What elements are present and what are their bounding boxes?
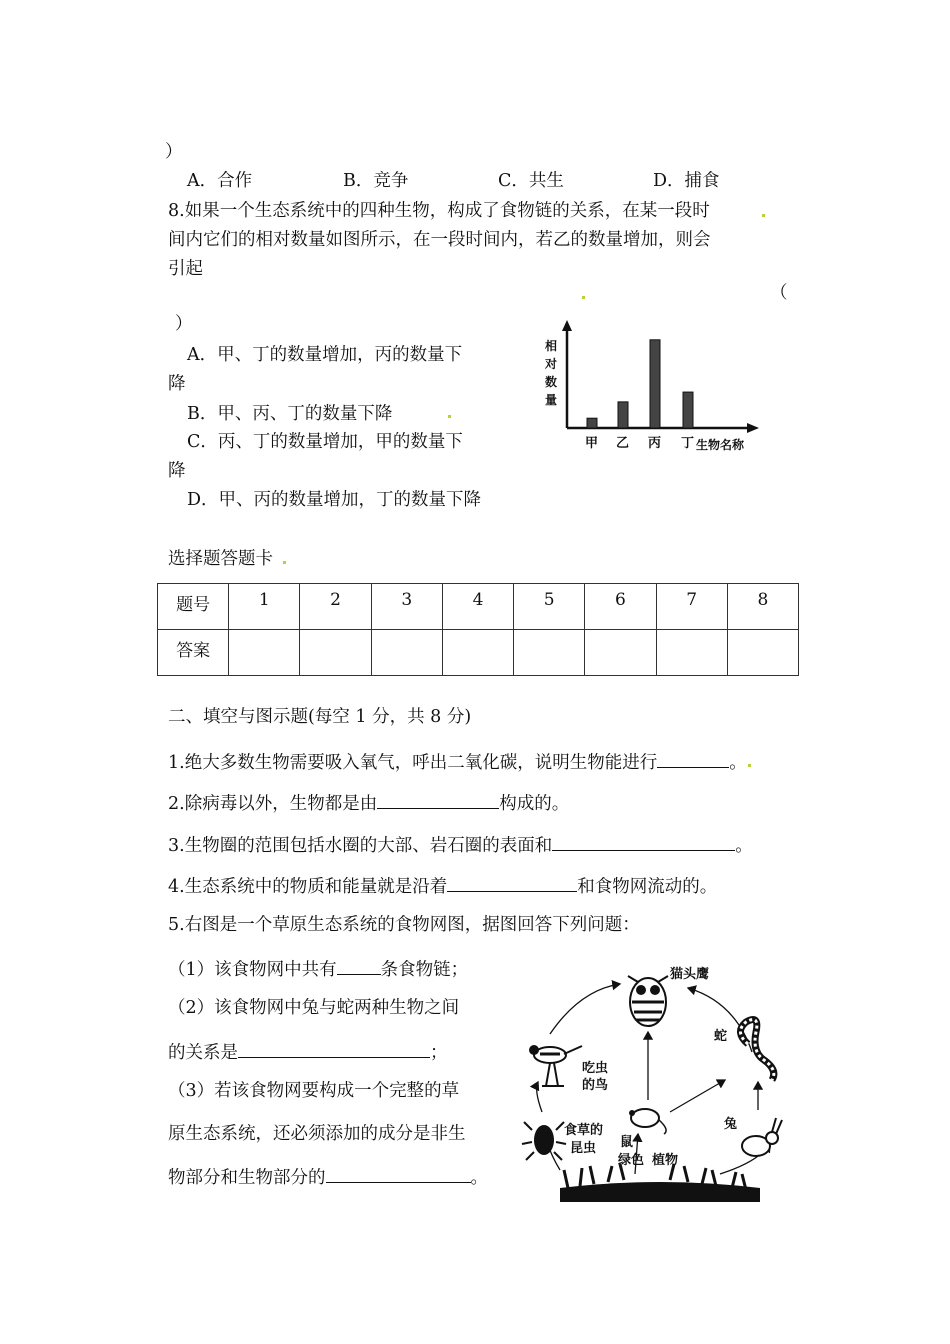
bar-甲: [587, 418, 597, 428]
q8-paren-open: （: [770, 283, 788, 303]
scan-mark: [762, 214, 765, 217]
bird-icon: [529, 1045, 582, 1086]
fill-q5-2-line1: （2）该食物网中兔与蛇两种生物之间: [168, 998, 460, 1018]
arrow-bird-to-owl: [550, 984, 620, 1034]
fill-q5-3: [168, 1164, 488, 1189]
label-mouse-line1: 鼠: [620, 1135, 634, 1150]
fill-q2-end: 构成的。: [499, 794, 570, 814]
answer-cell[interactable]: [229, 630, 300, 676]
fill-q3-text: 3.生物圈的范围包括水圈的大部、岩石圈的表面和: [168, 836, 553, 856]
fill-q1-end: 。: [729, 753, 747, 773]
q7-paren-close: ）: [165, 142, 183, 162]
question-number: 6: [585, 584, 656, 630]
scan-mark: [748, 764, 751, 767]
x-tick-label: 甲: [585, 436, 599, 451]
question-number: 1: [229, 584, 300, 630]
fill-q3-blank[interactable]: [552, 832, 735, 851]
bar-乙: [618, 402, 628, 428]
scan-mark: [448, 415, 451, 418]
answer-cell[interactable]: [300, 630, 371, 676]
y-axis-label-char: 对: [545, 357, 558, 371]
question-number: 2: [300, 584, 371, 630]
q8-stem-line3: 引起: [168, 259, 203, 279]
fill-q1: [168, 749, 747, 774]
fill-q2: [168, 790, 569, 815]
answer-cell[interactable]: [442, 630, 513, 676]
fill-q4-text: 4.生态系统中的物质和能量就是沿着: [168, 877, 448, 897]
fill-q2-text: 2.除病毒以外，生物都是由: [168, 794, 378, 814]
question-number: 7: [656, 584, 727, 630]
x-axis-label: 生物名称: [696, 438, 745, 452]
answer-card-title: 选择题答题卡: [168, 549, 273, 569]
question-number: 4: [442, 584, 513, 630]
x-tick-label: 乙: [616, 436, 630, 451]
fill-q5-2: [168, 1039, 448, 1064]
q7-option-d: D．捕食: [653, 171, 720, 191]
fill-q5-3-line2: 原生态系统，还必须添加的成分是非生: [168, 1124, 466, 1144]
question-number: 5: [514, 584, 585, 630]
fill-q3-end: 。: [735, 836, 753, 856]
y-axis-arrow: [562, 320, 572, 331]
q8-stem-line1: 8.如果一个生态系统中的四种生物，构成了食物链的关系，在某一段时: [168, 201, 710, 221]
fill-q1-blank[interactable]: [657, 749, 729, 768]
rabbit-icon: [742, 1118, 782, 1156]
fill-q3: [168, 832, 753, 857]
x-tick-label: 丙: [648, 436, 662, 451]
q8-option-b: B．甲、丙、丁的数量下降: [187, 404, 393, 424]
answer-cell[interactable]: [514, 630, 585, 676]
fill-q5-1-text: （1）该食物网中共有: [168, 960, 337, 980]
question-number: 8: [727, 584, 798, 630]
fill-q1-text: 1.绝大多数生物需要吸入氧气，呼出二氧化碳，说明生物能进行: [168, 753, 658, 773]
fill-q4: [168, 873, 717, 898]
q8-stem-line2: 间内它们的相对数量如图所示，在一段时间内，若乙的数量增加，则会: [168, 230, 711, 250]
scan-mark: [283, 561, 286, 564]
fill-q5-1-end: 条食物链；: [380, 960, 469, 980]
label-mouse-line2: 绿色: [618, 1153, 645, 1168]
table-row: [158, 584, 799, 630]
scan-mark: [582, 296, 585, 299]
arrow-insect-to-bird: [537, 1082, 542, 1112]
y-axis-label-char: 相: [545, 339, 558, 353]
row-header-answer: 答案: [158, 630, 229, 676]
y-axis-label-char: 量: [545, 393, 558, 407]
answer-cell[interactable]: [727, 630, 798, 676]
fill-q5-1-blank[interactable]: [337, 956, 381, 975]
fill-q5-3-text: 物部分和生物部分的: [168, 1168, 326, 1188]
q8-paren-close: ）: [175, 314, 193, 334]
answer-cell[interactable]: [371, 630, 442, 676]
label-insect-line2: 昆虫: [570, 1141, 597, 1156]
x-tick-label: 丁: [681, 436, 695, 451]
q8-option-c-line2: 降: [168, 461, 186, 481]
snake-icon: [740, 1020, 773, 1080]
relative-quantity-bar-chart: [535, 318, 795, 460]
fill-q5-3-blank[interactable]: [326, 1164, 471, 1183]
label-rabbit: 兔: [724, 1117, 738, 1132]
q8-option-c-line1: C．丙、丁的数量增加，甲的数量下: [187, 432, 463, 452]
fill-q5-2-end: ；: [430, 1043, 448, 1063]
mouse-icon: [629, 1109, 666, 1134]
fill-q5-3-line1: （3）若该食物网要构成一个完整的草: [168, 1081, 460, 1101]
answer-card-table: [157, 583, 799, 676]
plant-icon: [560, 1164, 760, 1202]
question-number: 3: [371, 584, 442, 630]
fill-q5-2-blank[interactable]: [238, 1039, 430, 1058]
insect-icon: [522, 1122, 566, 1160]
answer-cell[interactable]: [656, 630, 727, 676]
label-plant: 植物: [652, 1153, 679, 1168]
q7-option-b: B．竞争: [343, 171, 409, 191]
fill-q4-blank[interactable]: [447, 873, 577, 892]
label-owl: 猫头鹰: [670, 967, 710, 982]
fill-q5-stem: 5.右图是一个草原生态系统的食物网图，据图回答下列问题：: [168, 915, 640, 935]
fill-q4-end: 和食物网流动的。: [577, 877, 718, 897]
q8-option-d: D．甲、丙的数量增加，丁的数量下降: [187, 490, 482, 510]
table-row: [158, 630, 799, 676]
fill-q5-2-text: 的关系是: [168, 1043, 238, 1063]
label-insect-line1: 食草的: [564, 1123, 604, 1138]
y-axis-label-char: 数: [545, 375, 558, 389]
arrow-mouse-to-snake: [670, 1080, 725, 1112]
label-snake: 蛇: [714, 1029, 728, 1044]
q7-option-c: C．共生: [498, 171, 564, 191]
q7-option-a: A．合作: [187, 171, 253, 191]
section2-heading: 二、填空与图示题(每空 1 分，共 8 分): [168, 707, 472, 727]
q8-option-a-line1: A．甲、丁的数量增加，丙的数量下: [187, 345, 463, 365]
fill-q5-1: [168, 956, 468, 981]
bar-丁: [683, 392, 693, 428]
fill-q5-3-end: 。: [470, 1168, 488, 1188]
bar-丙: [650, 340, 660, 428]
fill-q2-blank[interactable]: [377, 790, 499, 809]
label-bird-line1: 吃虫: [582, 1061, 609, 1076]
answer-cell[interactable]: [585, 630, 656, 676]
owl-icon: [628, 976, 668, 1026]
q8-option-a-line2: 降: [168, 374, 186, 394]
label-bird-line2: 的鸟: [582, 1078, 609, 1093]
row-header-number: 题号: [158, 584, 229, 630]
x-axis-arrow: [747, 423, 759, 433]
food-web-diagram: [520, 962, 795, 1210]
